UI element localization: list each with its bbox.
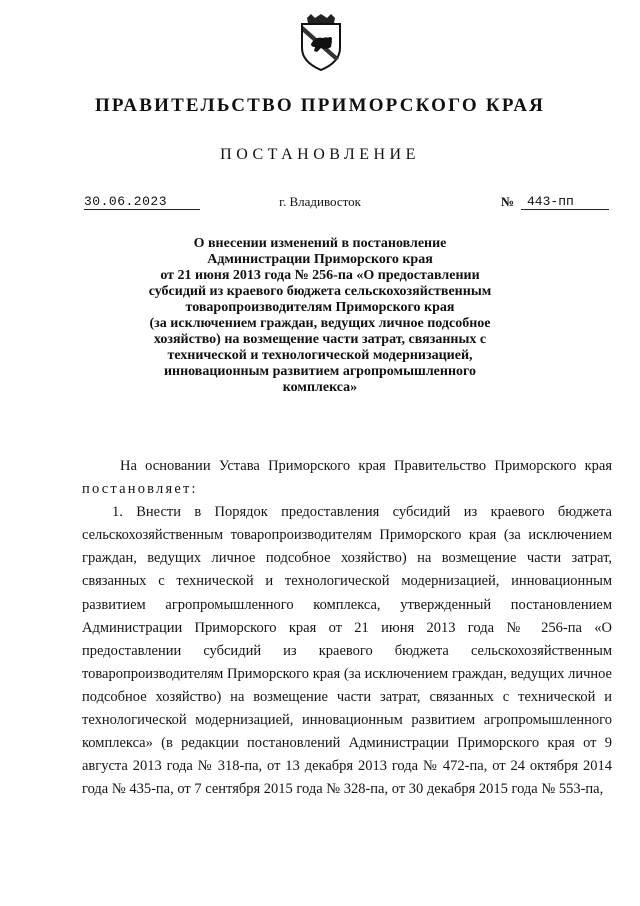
subject-line: от 21 июня 2013 года № 256-па «О предоставлении: [160, 268, 480, 283]
subject-line: инновационным развитием агропромышленного: [163, 364, 477, 379]
subject-line: товаропроизводителям Приморского края: [185, 300, 455, 315]
document-type: ПОСТАНОВЛЕНИЕ: [220, 146, 420, 163]
subject-line: хозяйство) на возмещение части затрат, связанных с: [153, 332, 487, 347]
document-city: г. Владивосток: [279, 194, 361, 209]
government-title: ПРАВИТЕЛЬСТВО ПРИМОРСКОГО КРАЯ: [94, 95, 546, 116]
document-subject: [0, 236, 640, 396]
document-date: 30.06.2023: [84, 194, 200, 210]
subject-line: комплекса»: [282, 380, 358, 395]
subject-line: О внесении изменений в постановление: [193, 236, 447, 251]
decree-word: постановляет:: [82, 481, 198, 498]
paragraph-1: 1. Внести в Порядок предоставления субсидий из краевого бюджета сельскохозяйственным товаропроизводителям Приморского края (за исключением граждан, ведущих личное подсобное хозяйство) на возмещение части затрат, связанных с технической и технологической модернизацией, инновационным развитием агропромышленного комплекса, утвержденный постановлением Администрации Приморского края от 21 июня 2013 года № 256-па «О предоставлении субсидий из краевого бюджета сельскохозяйственным товаропроизводителям Приморского края (за исключением граждан, ведущих личное подсобное хозяйство) на возмещение части затрат, связанных с технической и технологической модернизацией, инновационным развитием агропромышленного комплекса» (в редакции постановлений Администрации Приморского края от 9 августа 2013 года № 318-па, от 13 декабря 2013 года № 472-па, от 24 октября 2014 года № 435-па, от 7 сентября 2015 года № 328-па, от 30 декабря 2015 года № 553-па,: [82, 504, 612, 798]
document-body: [82, 455, 612, 801]
intro-paragraph: [82, 455, 612, 501]
subject-line: технической и технологической модернизацией,: [167, 348, 473, 363]
number-sign: №: [501, 194, 515, 209]
document-number: 443-пп: [521, 194, 609, 210]
primorsky-krai-coat-of-arms-icon: [299, 14, 343, 72]
intro-text: На основании Устава Приморского края Правительство Приморского края: [120, 458, 612, 474]
subject-line: Администрации Приморского края: [207, 252, 433, 267]
subject-line: субсидий из краевого бюджета сельскохозяйственным: [148, 284, 492, 299]
subject-line: (за исключением граждан, ведущих личное подсобное: [149, 316, 491, 331]
